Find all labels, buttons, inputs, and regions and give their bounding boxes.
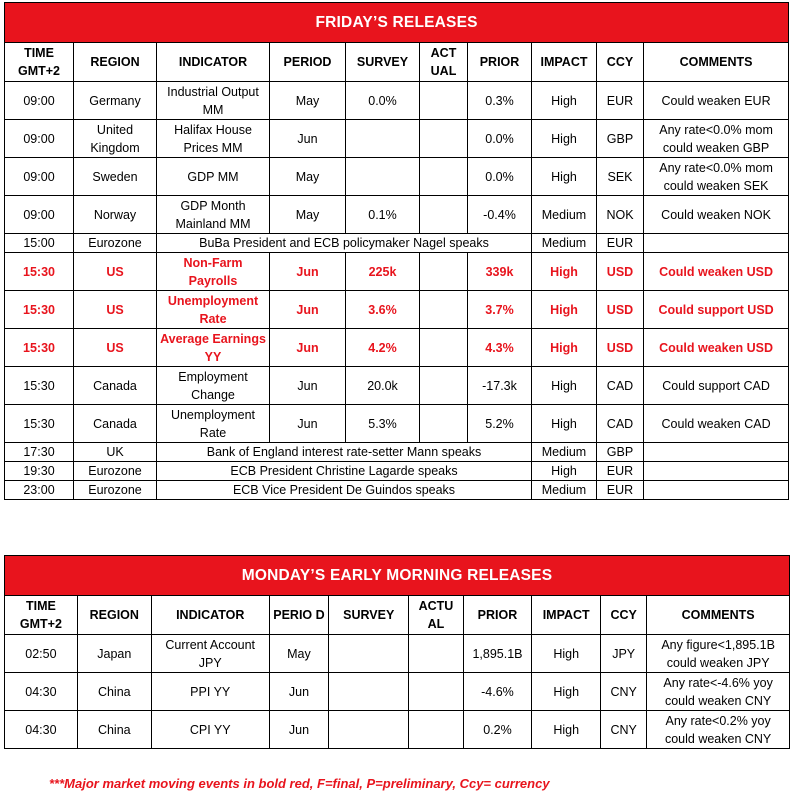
region-cell: Sweden — [74, 158, 157, 196]
impact-cell: High — [532, 367, 597, 405]
indicator-cell: PPI YY — [151, 673, 269, 711]
prior-cell: -0.4% — [468, 196, 532, 234]
impact-cell: High — [532, 635, 601, 673]
friday-table-row — [5, 329, 789, 367]
friday-table-row — [5, 120, 789, 158]
region-cell: Eurozone — [74, 481, 157, 500]
actual-cell — [420, 405, 468, 443]
prior-cell: -17.3k — [468, 367, 532, 405]
time-cell: 02:50 — [5, 635, 78, 673]
time-cell: 15:30 — [5, 253, 74, 291]
header-survey: SURVEY — [329, 596, 409, 635]
time-cell: 15:30 — [5, 367, 74, 405]
actual-cell — [420, 196, 468, 234]
time-cell: 15:00 — [5, 234, 74, 253]
prior-cell: 0.2% — [463, 711, 532, 749]
ccy-cell: SEK — [597, 158, 644, 196]
period-cell: Jun — [270, 253, 346, 291]
header-prior: PRIOR — [463, 596, 532, 635]
monday-header-row — [5, 596, 790, 635]
indicator-cell: Average Earnings YY — [157, 329, 270, 367]
ccy-cell: CNY — [601, 711, 647, 749]
period-cell: May — [270, 196, 346, 234]
comments-cell: Any rate<-4.6% yoy could weaken CNY — [647, 673, 790, 711]
indicator-cell: Non-Farm Payrolls — [157, 253, 270, 291]
ccy-cell: EUR — [597, 462, 644, 481]
region-cell: Canada — [74, 405, 157, 443]
friday-table-row — [5, 82, 789, 120]
indicator-cell: Industrial Output MM — [157, 82, 270, 120]
actual-cell — [420, 291, 468, 329]
survey-cell — [329, 673, 409, 711]
time-cell: 04:30 — [5, 673, 78, 711]
monday-title: MONDAY’S EARLY MORNING RELEASES — [5, 556, 790, 596]
survey-cell: 3.6% — [346, 291, 420, 329]
ccy-cell: USD — [597, 329, 644, 367]
period-cell: May — [270, 82, 346, 120]
indicator-cell: GDP Month Mainland MM — [157, 196, 270, 234]
event-description-cell: ECB Vice President De Guindos speaks — [157, 481, 532, 500]
region-cell: Japan — [77, 635, 151, 673]
header-time: TIME GMT+2 — [5, 43, 74, 82]
ccy-cell: GBP — [597, 443, 644, 462]
survey-cell: 0.0% — [346, 82, 420, 120]
survey-cell: 0.1% — [346, 196, 420, 234]
header-impact: IMPACT — [532, 43, 597, 82]
impact-cell: Medium — [532, 234, 597, 253]
prior-cell: 1,895.1B — [463, 635, 532, 673]
ccy-cell: USD — [597, 291, 644, 329]
survey-cell: 20.0k — [346, 367, 420, 405]
impact-cell: Medium — [532, 443, 597, 462]
actual-cell — [420, 367, 468, 405]
comments-cell: Could weaken NOK — [644, 196, 789, 234]
region-cell: UK — [74, 443, 157, 462]
friday-header-row — [5, 43, 789, 82]
actual-cell — [420, 253, 468, 291]
impact-cell: High — [532, 253, 597, 291]
impact-cell: Medium — [532, 196, 597, 234]
ccy-cell: CNY — [601, 673, 647, 711]
header-ccy: CCY — [601, 596, 647, 635]
friday-table-row — [5, 405, 789, 443]
impact-cell: High — [532, 120, 597, 158]
comments-cell: Could weaken CAD — [644, 405, 789, 443]
time-cell: 23:00 — [5, 481, 74, 500]
friday-title: FRIDAY’S RELEASES — [5, 3, 789, 43]
header-indicator: INDICATOR — [157, 43, 270, 82]
region-cell: Norway — [74, 196, 157, 234]
ccy-cell: CAD — [597, 405, 644, 443]
ccy-cell: JPY — [601, 635, 647, 673]
comments-cell — [644, 462, 789, 481]
impact-cell: High — [532, 82, 597, 120]
actual-cell — [409, 635, 463, 673]
ccy-cell: EUR — [597, 481, 644, 500]
comments-cell — [644, 481, 789, 500]
comments-cell: Any rate<0.0% mom could weaken SEK — [644, 158, 789, 196]
period-cell: May — [270, 158, 346, 196]
time-cell: 09:00 — [5, 120, 74, 158]
survey-cell — [346, 158, 420, 196]
region-cell: US — [74, 329, 157, 367]
friday-title-row — [5, 3, 789, 43]
header-comments: COMMENTS — [647, 596, 790, 635]
indicator-cell: Halifax House Prices MM — [157, 120, 270, 158]
prior-cell: 339k — [468, 253, 532, 291]
time-cell: 09:00 — [5, 82, 74, 120]
survey-cell: 225k — [346, 253, 420, 291]
prior-cell: 3.7% — [468, 291, 532, 329]
survey-cell: 5.3% — [346, 405, 420, 443]
friday-table-row — [5, 291, 789, 329]
prior-cell: 4.3% — [468, 329, 532, 367]
friday-table-row — [5, 253, 789, 291]
time-cell: 19:30 — [5, 462, 74, 481]
comments-cell: Any rate<0.2% yoy could weaken CNY — [647, 711, 790, 749]
friday-table-row — [5, 443, 789, 462]
survey-cell: 4.2% — [346, 329, 420, 367]
survey-cell — [346, 120, 420, 158]
event-description-cell: BuBa President and ECB policymaker Nagel speaks — [157, 234, 532, 253]
region-cell: Germany — [74, 82, 157, 120]
impact-cell: High — [532, 673, 601, 711]
region-cell: US — [74, 291, 157, 329]
actual-cell — [420, 120, 468, 158]
ccy-cell: GBP — [597, 120, 644, 158]
time-cell: 17:30 — [5, 443, 74, 462]
time-cell: 15:30 — [5, 329, 74, 367]
period-cell: Jun — [270, 291, 346, 329]
survey-cell — [329, 635, 409, 673]
time-cell: 15:30 — [5, 405, 74, 443]
monday-title-row — [5, 556, 790, 596]
indicator-cell: GDP MM — [157, 158, 270, 196]
impact-cell: High — [532, 405, 597, 443]
header-period: PERIOD — [270, 43, 346, 82]
comments-cell — [644, 234, 789, 253]
region-cell: US — [74, 253, 157, 291]
period-cell: Jun — [269, 711, 329, 749]
actual-cell — [409, 673, 463, 711]
impact-cell: High — [532, 329, 597, 367]
ccy-cell: EUR — [597, 234, 644, 253]
comments-cell: Could weaken USD — [644, 253, 789, 291]
header-actual: ACT UAL — [420, 43, 468, 82]
indicator-cell: Current Account JPY — [151, 635, 269, 673]
header-period: PERIO D — [269, 596, 329, 635]
friday-table-row — [5, 196, 789, 234]
friday-table-row — [5, 481, 789, 500]
comments-cell: Could support USD — [644, 291, 789, 329]
period-cell: Jun — [270, 329, 346, 367]
comments-cell: Any rate<0.0% mom could weaken GBP — [644, 120, 789, 158]
actual-cell — [420, 158, 468, 196]
friday-releases-table — [4, 2, 789, 500]
header-impact: IMPACT — [532, 596, 601, 635]
actual-cell — [420, 329, 468, 367]
comments-cell — [644, 443, 789, 462]
event-description-cell: ECB President Christine Lagarde speaks — [157, 462, 532, 481]
prior-cell: -4.6% — [463, 673, 532, 711]
comments-cell: Could weaken USD — [644, 329, 789, 367]
impact-cell: High — [532, 291, 597, 329]
monday-table-row — [5, 711, 790, 749]
period-cell: Jun — [270, 405, 346, 443]
prior-cell: 0.3% — [468, 82, 532, 120]
period-cell: May — [269, 635, 329, 673]
period-cell: Jun — [270, 367, 346, 405]
comments-cell: Could weaken EUR — [644, 82, 789, 120]
period-cell: Jun — [270, 120, 346, 158]
header-comments: COMMENTS — [644, 43, 789, 82]
header-actual: ACTU AL — [409, 596, 463, 635]
region-cell: Canada — [74, 367, 157, 405]
time-cell: 09:00 — [5, 158, 74, 196]
region-cell: Eurozone — [74, 462, 157, 481]
friday-table-row — [5, 462, 789, 481]
monday-releases-table — [4, 555, 790, 749]
header-prior: PRIOR — [468, 43, 532, 82]
survey-cell — [329, 711, 409, 749]
region-cell: United Kingdom — [74, 120, 157, 158]
time-cell: 15:30 — [5, 291, 74, 329]
actual-cell — [420, 82, 468, 120]
monday-table-row — [5, 673, 790, 711]
period-cell: Jun — [269, 673, 329, 711]
ccy-cell: EUR — [597, 82, 644, 120]
header-region: REGION — [74, 43, 157, 82]
indicator-cell: CPI YY — [151, 711, 269, 749]
indicator-cell: Unemployment Rate — [157, 405, 270, 443]
impact-cell: High — [532, 711, 601, 749]
region-cell: China — [77, 711, 151, 749]
footnote: ***Major market moving events in bold red, F=final, P=preliminary, Ccy= currency — [49, 776, 550, 791]
impact-cell: High — [532, 462, 597, 481]
header-time: TIME GMT+2 — [5, 596, 78, 635]
header-survey: SURVEY — [346, 43, 420, 82]
monday-table-row — [5, 635, 790, 673]
indicator-cell: Employment Change — [157, 367, 270, 405]
header-ccy: CCY — [597, 43, 644, 82]
region-cell: China — [77, 673, 151, 711]
comments-cell: Any figure<1,895.1B could weaken JPY — [647, 635, 790, 673]
friday-table-row — [5, 234, 789, 253]
header-indicator: INDICATOR — [151, 596, 269, 635]
comments-cell: Could support CAD — [644, 367, 789, 405]
prior-cell: 0.0% — [468, 158, 532, 196]
ccy-cell: NOK — [597, 196, 644, 234]
time-cell: 09:00 — [5, 196, 74, 234]
impact-cell: Medium — [532, 481, 597, 500]
ccy-cell: CAD — [597, 367, 644, 405]
indicator-cell: Unemployment Rate — [157, 291, 270, 329]
friday-table-row — [5, 158, 789, 196]
prior-cell: 0.0% — [468, 120, 532, 158]
prior-cell: 5.2% — [468, 405, 532, 443]
event-description-cell: Bank of England interest rate-setter Mann speaks — [157, 443, 532, 462]
region-cell: Eurozone — [74, 234, 157, 253]
ccy-cell: USD — [597, 253, 644, 291]
impact-cell: High — [532, 158, 597, 196]
header-region: REGION — [77, 596, 151, 635]
time-cell: 04:30 — [5, 711, 78, 749]
friday-table-row — [5, 367, 789, 405]
actual-cell — [409, 711, 463, 749]
